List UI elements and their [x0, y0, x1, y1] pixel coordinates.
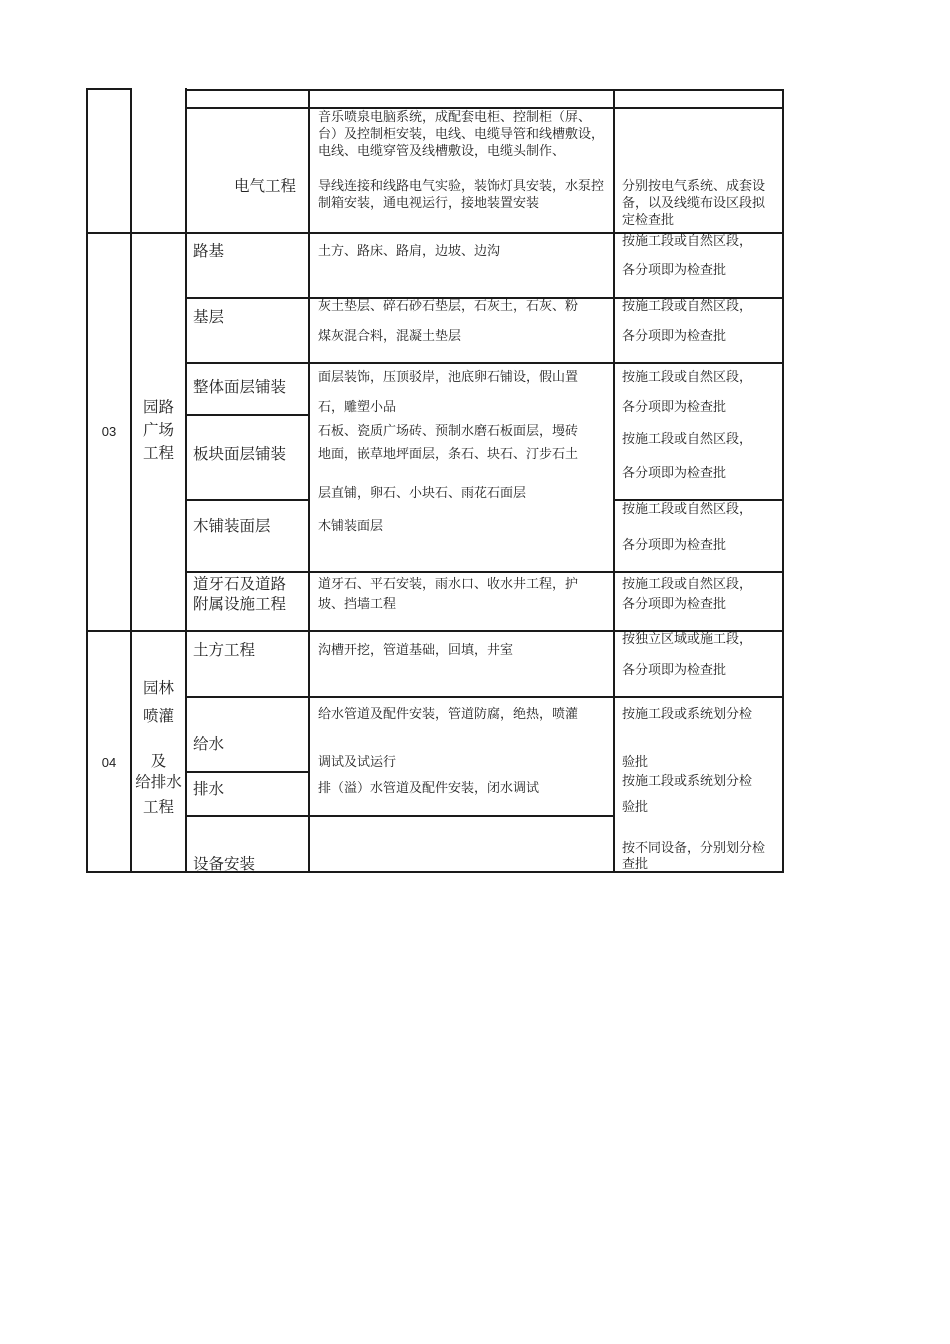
- item-content-line2: 调试及试运行: [318, 755, 397, 770]
- group04-title-line1: 园林: [142, 679, 174, 697]
- grid-line: [185, 815, 614, 817]
- item-content-line1: 石板、瓷质广场砖、预制水磨石板面层，墁砖: [318, 424, 579, 439]
- item-content: 木铺装面层: [318, 519, 384, 534]
- group04-title-line4: 给排水: [135, 773, 182, 791]
- item-inspection-line2: 各分项即为检查批: [622, 597, 727, 612]
- item-name: 土方工程: [193, 641, 256, 659]
- grid-line: [185, 362, 783, 364]
- electrical-content-part1: 音乐喷泉电脑系统，成配套电柜、控制柜（屏、台）及控制柜安装，电线、电缆导管和线槽敷设，电线、电缆穿管及线槽敷设，电缆头制作、: [318, 110, 605, 159]
- item-name-line1: 道牙石及道路: [193, 575, 287, 593]
- electrical-name: 电气工程: [234, 177, 297, 195]
- grid-line: [185, 696, 783, 698]
- electrical-content: [318, 109, 608, 160]
- group04-title-line3: 及: [150, 752, 167, 770]
- item-inspection-line2: 验批: [622, 800, 649, 815]
- item-content-line1: 给水管道及配件安装，管道防腐，绝热，喷灌: [318, 707, 579, 722]
- item-content: 排（溢）水管道及配件安装，闭水调试: [318, 781, 540, 796]
- item-inspection-line1: 按施工段或自然区段，: [622, 234, 753, 249]
- item-inspection-line2: 各分项即为检查批: [622, 538, 727, 553]
- item-name-line2: 附属设施工程: [193, 595, 287, 613]
- item-content-line2: 石，雕塑小品: [318, 400, 397, 415]
- item-inspection-line2: 查批: [622, 857, 649, 872]
- item-content-line1: 道牙石、平石安装，雨水口、收水井工程，护: [318, 577, 579, 592]
- item-inspection-line1: 按独立区域或施工段，: [622, 632, 753, 647]
- item-content-line1: 面层装饰，压顶驳岸，池底卵石铺设，假山置: [318, 370, 579, 385]
- item-name: 给水: [193, 735, 225, 753]
- grid-line: [185, 499, 309, 501]
- grid-line: [185, 771, 309, 773]
- grid-line: [308, 89, 310, 873]
- item-content-line2: 煤灰混合料，混凝土垫层: [318, 329, 462, 344]
- item-inspection-line1: 按施工段或系统划分检: [622, 707, 753, 722]
- group04-title-line5: 工程: [142, 798, 174, 816]
- table-bottom-border: [86, 871, 783, 873]
- item-content-line3: 层直铺，卵石、小块石、雨花石面层: [318, 486, 527, 501]
- item-name: 排水: [193, 780, 225, 798]
- item-inspection-line2: 各分项即为检查批: [622, 400, 727, 415]
- item-inspection-line1: 按施工段或自然区段，: [622, 502, 753, 517]
- item-inspection-line2: 各分项即为检查批: [622, 466, 727, 481]
- item-inspection-line2: 各分项即为检查批: [622, 663, 727, 678]
- table-right-border: [782, 89, 784, 873]
- group03-title-line1: 园路: [142, 398, 174, 416]
- item-inspection-line1: 按施工段或系统划分检: [622, 774, 753, 789]
- grid-line: [185, 89, 783, 91]
- grid-line: [185, 414, 309, 416]
- item-inspection-line1: 按不同设备，分别划分检: [622, 841, 766, 856]
- item-inspection-line1: 按施工段或自然区段，: [622, 299, 753, 314]
- item-content-line1: 灰土垫层、碎石砂石垫层，石灰土，石灰、粉: [318, 299, 579, 314]
- item-inspection-line1: 按施工段或自然区段，: [622, 432, 753, 447]
- grid-line: [613, 89, 615, 873]
- electrical-inspection: 分别按电气系统、成套设备，以及线缆布设区段拟定检查批: [622, 179, 766, 228]
- item-name: 板块面层铺装: [193, 445, 287, 463]
- grid-line: [185, 571, 783, 573]
- item-name: 木铺装面层: [193, 517, 271, 535]
- group03-title-line2: 广场: [142, 421, 174, 439]
- electrical-content-part2: 导线连接和线路电气实验，装饰灯具安装，水泵控制箱安装，通电视运行，接地装置安装: [318, 179, 605, 211]
- table-top-border: [86, 88, 131, 90]
- group04-title-line2: 喷灌: [142, 707, 174, 725]
- item-name: 基层: [193, 308, 225, 326]
- item-inspection-line2: 各分项即为检查批: [622, 329, 727, 344]
- item-name: 整体面层铺装: [193, 378, 287, 396]
- item-name: 设备安装: [193, 855, 256, 873]
- item-content: 沟槽开挖，管道基础，回填，井室: [318, 643, 514, 658]
- item-inspection-line1: 按施工段或自然区段，: [622, 577, 753, 592]
- item-content-line2: 坡、挡墙工程: [318, 597, 397, 612]
- item-inspection-line2: 验批: [622, 755, 649, 770]
- group03-number: 03: [101, 424, 117, 439]
- item-content-line2: 地面，嵌草地坪面层，条石、块石、汀步石土: [318, 447, 579, 462]
- grid-line: [185, 88, 187, 873]
- item-name: 路基: [193, 242, 225, 260]
- group04-number: 04: [101, 755, 117, 770]
- item-inspection-line2: 各分项即为检查批: [622, 263, 727, 278]
- group03-title-line3: 工程: [142, 444, 174, 462]
- item-content: 土方、路床、路肩，边坡、边沟: [318, 244, 501, 259]
- item-inspection-line1: 按施工段或自然区段，: [622, 370, 753, 385]
